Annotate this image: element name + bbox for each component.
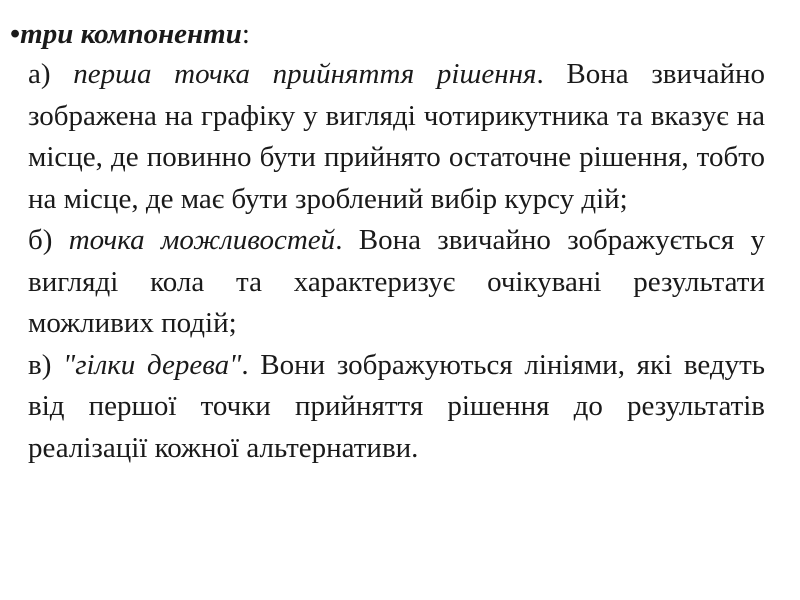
list-item-c xyxy=(28,345,765,470)
heading-colon: : xyxy=(241,18,250,50)
item-marker: в) xyxy=(28,348,64,381)
component-list xyxy=(28,54,765,469)
heading-title: три компоненти xyxy=(20,18,242,50)
list-item-b xyxy=(28,220,765,345)
item-text: . Вона звичайно зображується у вигляді кола та характеризує очікувані результати можливих подій; xyxy=(28,224,766,339)
bullet-marker: • xyxy=(10,18,21,50)
item-text: . Вона звичайно зображена на графіку у вигляді чотирикутника та вказує на місце, де повинно бути прийнято остаточне рішення, тобто на місце, де має бути зроблений вибір курсу дій; xyxy=(28,58,766,215)
item-marker: а) xyxy=(28,58,74,90)
item-term: перша точка прийняття рішення xyxy=(73,58,537,90)
heading xyxy=(10,14,250,54)
item-text: . Вони зображуються лініями, які ведуть від першої точки прийняття рішення до результатів реалізації кожної альтернативи. xyxy=(28,348,765,464)
item-marker: б) xyxy=(28,224,69,256)
item-term: точка можливостей xyxy=(68,224,336,256)
list-item-a xyxy=(28,54,765,220)
item-term: "гілки дерева" xyxy=(63,348,242,381)
